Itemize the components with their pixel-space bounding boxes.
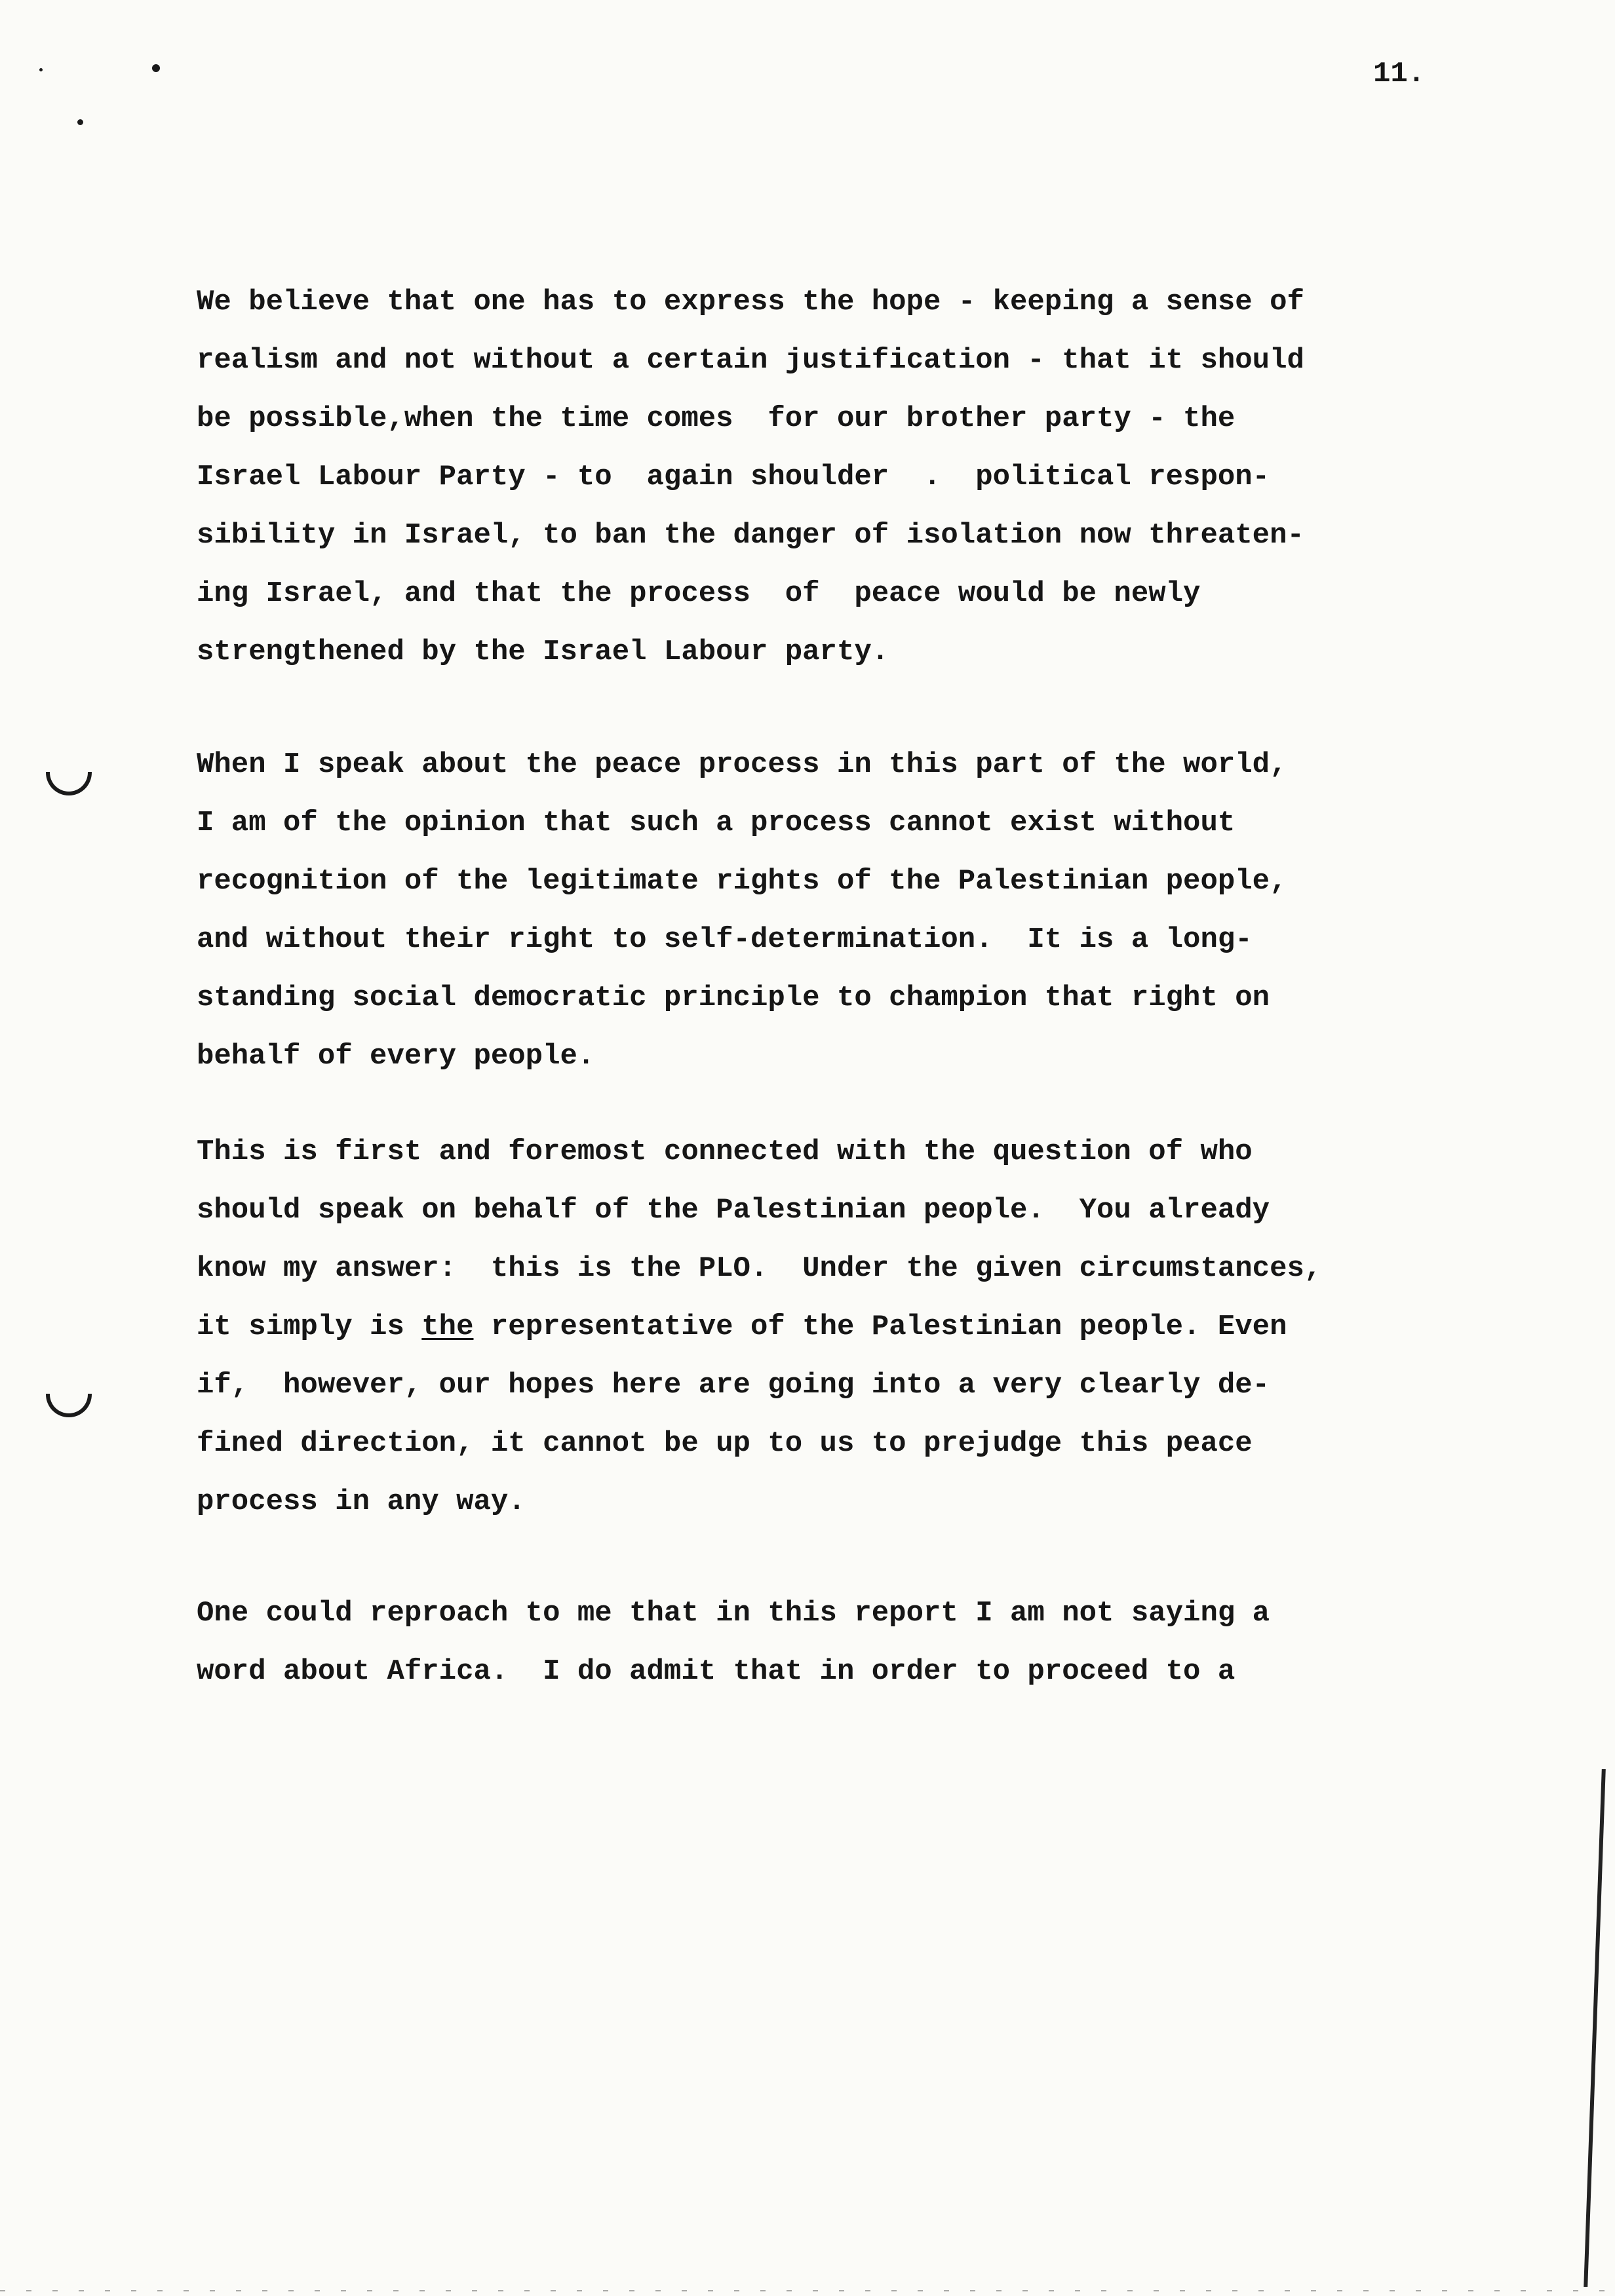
text-line: should speak on behalf of the Palestinian people. You already [197,1194,1270,1227]
page-edge-shadow [1584,1769,1606,2287]
punch-hole-mark [46,1394,92,1417]
page-bottom-edge [0,2290,1615,2291]
text-line: standing social democratic principle to champion that right on [197,982,1270,1014]
text-line: and without their right to self-determination. It is a long- [197,923,1253,956]
text-fragment: it simply is [197,1311,422,1343]
text-line: word about Africa. I do admit that in order to proceed to a [197,1655,1236,1688]
ink-speck [77,119,83,125]
text-line-with-underline [197,1311,1287,1343]
text-line: strengthened by the Israel Labour party. [197,636,889,668]
text-line: fined direction, it cannot be up to us to prejudge this peace [197,1427,1253,1460]
text-line: if, however, our hopes here are going into a very clearly de- [197,1369,1270,1402]
punch-hole-mark [46,772,92,795]
text-line: behalf of every people. [197,1040,595,1073]
text-line: This is first and foremost connected with the question of who [197,1136,1253,1168]
text-line: process in any way. [197,1485,526,1518]
text-line: sibility in Israel, to ban the danger of isolation now threaten- [197,519,1304,552]
text-line: Israel Labour Party - to again shoulder . political respon- [197,461,1270,493]
text-line: recognition of the legitimate rights of the Palestinian people, [197,865,1287,898]
text-line: be possible,when the time comes for our brother party - the [197,402,1236,435]
text-line: One could reproach to me that in this report I am not saying a [197,1597,1270,1630]
text-line: When I speak about the peace process in this part of the world, [197,748,1287,781]
underlined-word: the [421,1311,474,1343]
text-line: know my answer: this is the PLO. Under the given circumstances, [197,1252,1322,1285]
text-fragment: representative of the Palestinian people. Even [473,1311,1287,1343]
text-line: We believe that one has to express the hope - keeping a sense of [197,286,1304,318]
ink-speck [39,68,43,71]
text-line: I am of the opinion that such a process cannot exist without [197,807,1236,839]
text-line: ing Israel, and that the process of peace would be newly [197,577,1201,610]
text-line: realism and not without a certain justification - that it should [197,344,1304,377]
ink-speck [152,64,160,72]
page-number: 11. [1373,58,1426,90]
